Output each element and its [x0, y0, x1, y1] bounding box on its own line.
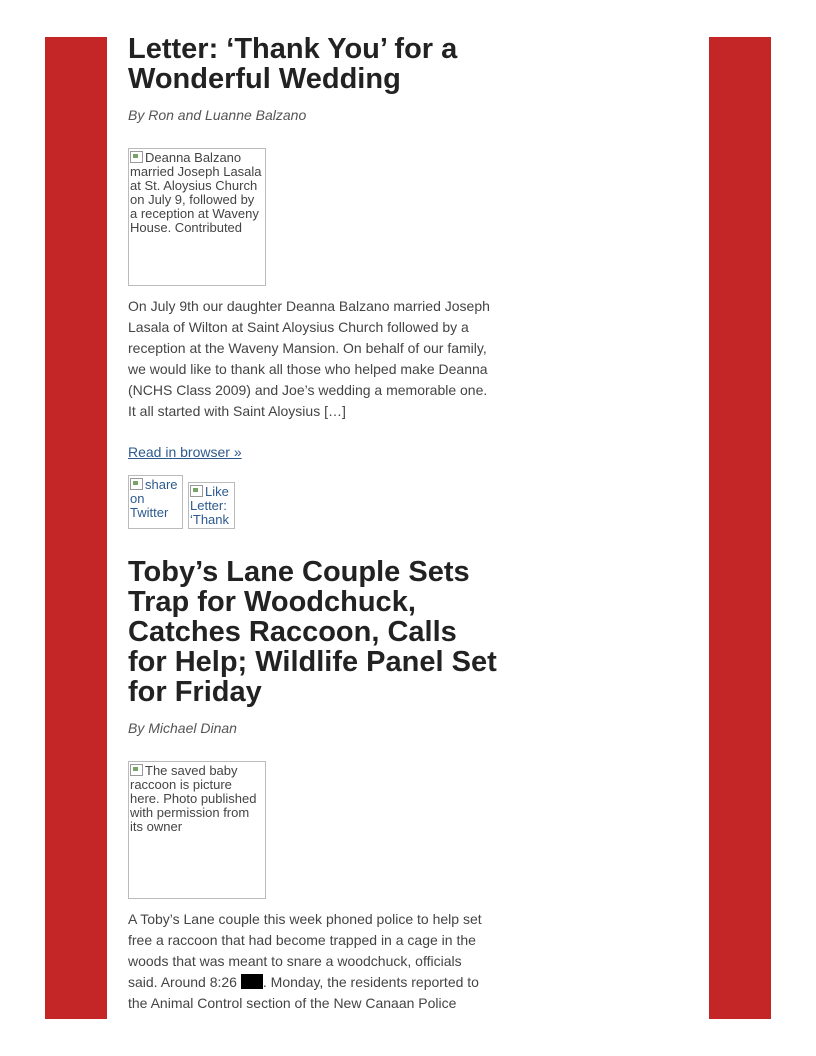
- right-red-border: [709, 37, 771, 1019]
- redaction-block: [241, 974, 263, 989]
- newsletter-content: [128, 34, 498, 1014]
- broken-image-icon: [130, 151, 143, 163]
- article-wedding-letter: [128, 34, 498, 530]
- broken-image-icon: [130, 764, 143, 776]
- twitter-share-alt: share on Twitter: [130, 477, 178, 520]
- article-raccoon: [128, 557, 498, 1014]
- read-in-browser-link[interactable]: Read in browser »: [128, 444, 242, 460]
- broken-image-icon: [190, 485, 203, 497]
- article-image: [128, 761, 266, 899]
- article-excerpt: On July 9th our daughter Deanna Balzano married Joseph Lasala of Wilton at Saint Aloysius Church followed by a reception at the Waveny Mansion. On behalf of our family, we would like to thank all those who helped make Deanna (NCHS Class 2009) and Joe’s wedding a memorable one. It all started with Saint Aloysius […]: [128, 298, 490, 419]
- broken-image-icon: [130, 478, 143, 490]
- twitter-share-button[interactable]: [128, 475, 183, 529]
- article-image: [128, 148, 266, 286]
- like-button[interactable]: [188, 482, 235, 529]
- share-row: [128, 475, 498, 530]
- excerpt-part-1: A Toby’s Lane couple this week phoned police to help set free a raccoon that had become trapped in a cage in the woods that was meant to snare a woodchuck, officials said. Around 8:26: [128, 911, 482, 990]
- image-alt-text: The saved baby raccoon is picture here. Photo published with permission from its owner: [130, 763, 257, 834]
- article-title[interactable]: Letter: ‘Thank You’ for a Wonderful Wedding: [128, 33, 458, 95]
- excerpt-part-2: . Monday, the residents reported to the Animal Control section of the New Canaan Police: [128, 974, 479, 1011]
- article-excerpt: [128, 909, 493, 1014]
- image-alt-text: Deanna Balzano married Joseph Lasala at St. Aloysius Church on July 9, followed by a reception at Waveny House. Contributed: [130, 150, 262, 235]
- article-byline: By Michael Dinan: [128, 720, 237, 736]
- left-red-border: [45, 37, 107, 1019]
- like-alt: Like Letter: ‘Thank: [190, 484, 230, 527]
- article-byline: By Ron and Luanne Balzano: [128, 107, 307, 123]
- article-title[interactable]: Toby’s Lane Couple Sets Trap for Woodchuck, Catches Raccoon, Calls for Help; Wildlife Panel Set for Friday: [128, 556, 497, 708]
